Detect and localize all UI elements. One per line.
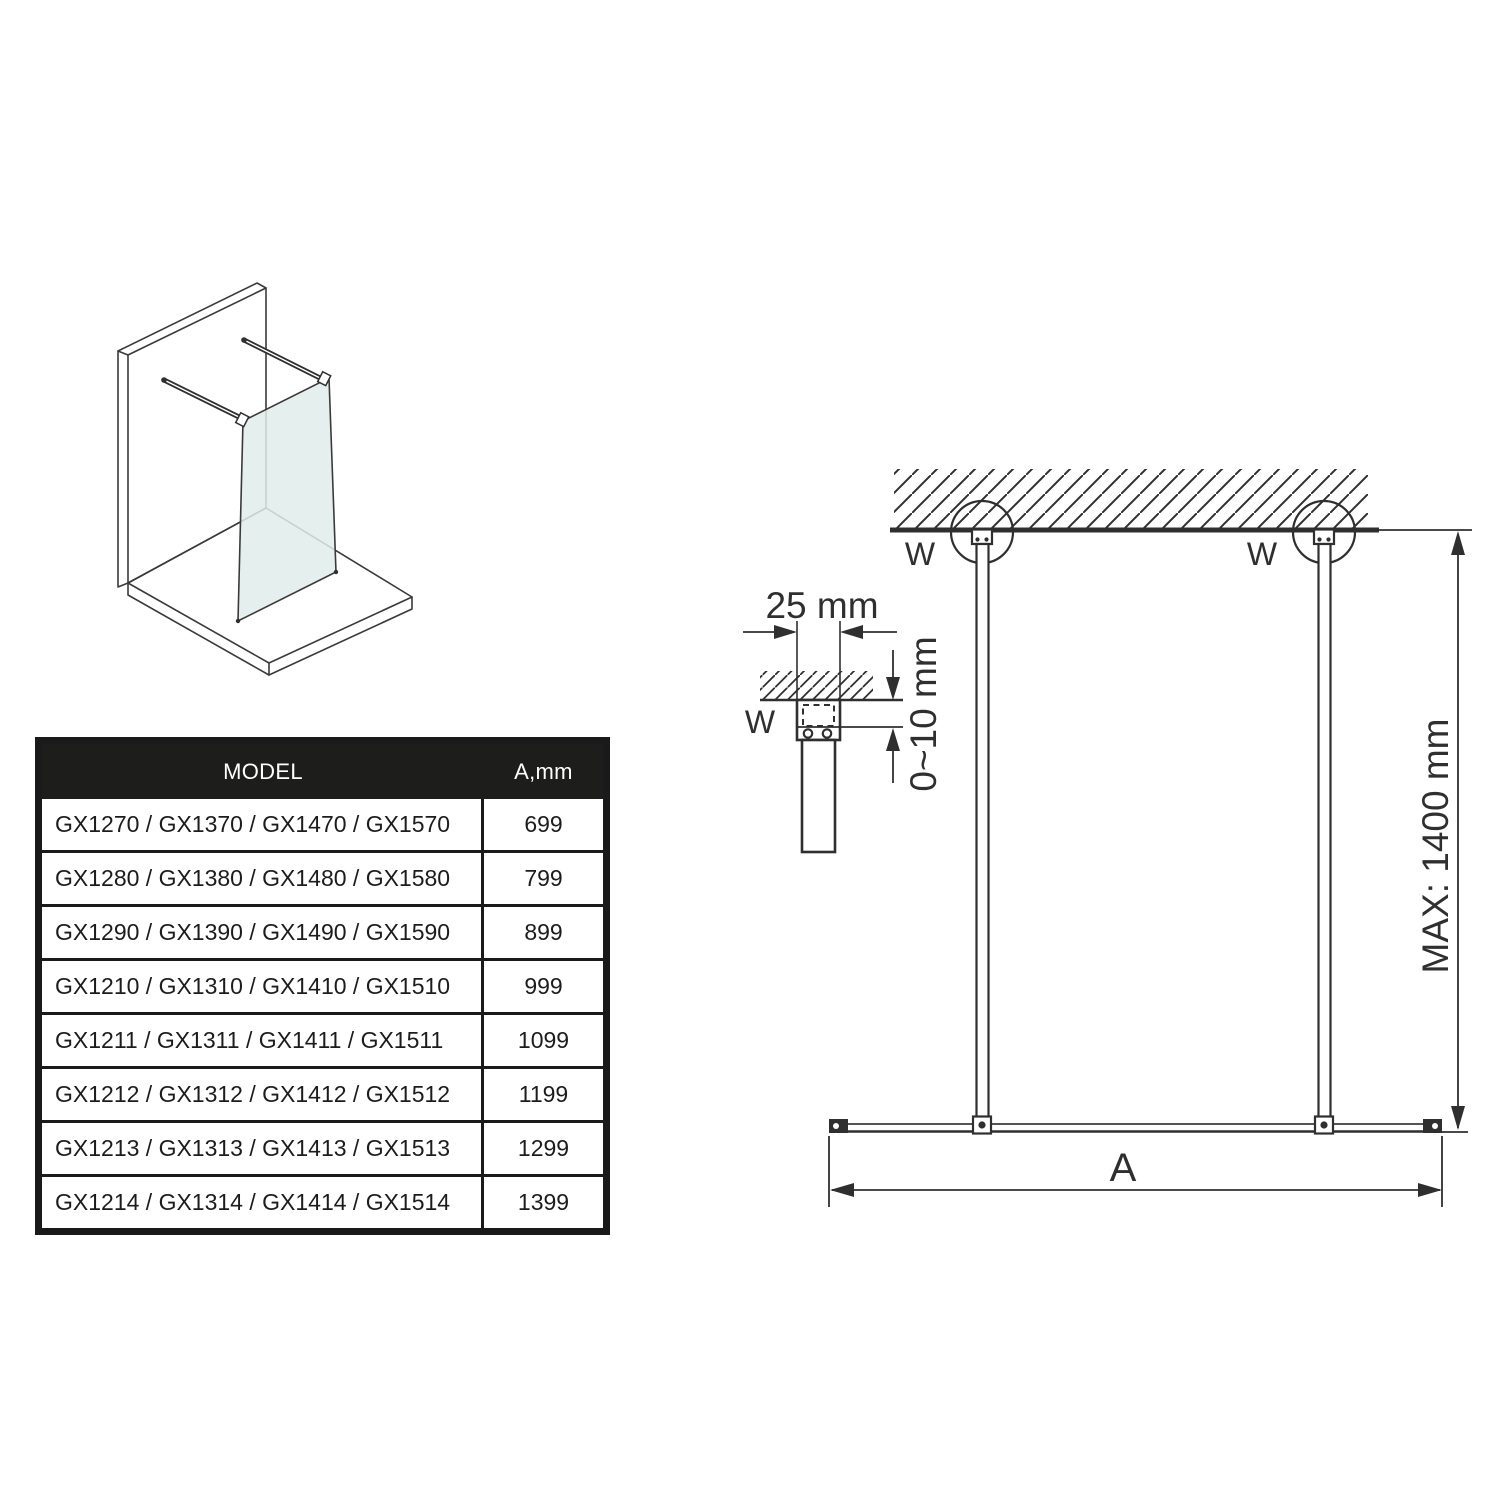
screw-dot bbox=[984, 537, 988, 541]
connector-dot bbox=[978, 1121, 985, 1128]
table-row bbox=[42, 850, 603, 904]
table-row bbox=[42, 1120, 603, 1174]
wall-bracket bbox=[1314, 530, 1334, 545]
glass-panel-plan-view bbox=[829, 1117, 1468, 1134]
model-cell: GX1213 / GX1313 / GX1413 / GX1513 bbox=[55, 1135, 451, 1161]
bracket-width-label: 25 mm bbox=[765, 585, 879, 626]
a-mm-cell: 899 bbox=[524, 919, 563, 945]
wall-hatching bbox=[894, 469, 1368, 529]
table-row bbox=[42, 799, 603, 850]
screw-hole bbox=[823, 729, 831, 737]
arrowhead-right bbox=[774, 625, 797, 639]
support-bar bbox=[977, 544, 989, 1117]
connector-dot bbox=[1320, 1121, 1327, 1128]
wall-fixing-label-right: W bbox=[1246, 536, 1278, 572]
screw-dot bbox=[1317, 537, 1321, 541]
support-bar-detail bbox=[802, 740, 835, 852]
a-mm-cell: 1399 bbox=[517, 1189, 570, 1215]
floor-mount-dot bbox=[236, 619, 240, 623]
wall-anchor-dot bbox=[241, 337, 247, 343]
arrowhead-down bbox=[1451, 1106, 1465, 1130]
a-mm-cell: 699 bbox=[524, 811, 563, 837]
table-header-row bbox=[42, 744, 603, 799]
arrowhead-up bbox=[1451, 531, 1465, 555]
wall-anchor-dot bbox=[161, 377, 167, 383]
model-cell: GX1211 / GX1311 / GX1411 / GX1511 bbox=[55, 1027, 444, 1053]
isometric-drawing bbox=[80, 260, 500, 680]
model-cell: GX1270 / GX1370 / GX1470 / GX1570 bbox=[55, 811, 451, 837]
adjustment-range-label: 0~10 mm bbox=[903, 636, 944, 792]
a-mm-cell: 1299 bbox=[517, 1135, 570, 1161]
wall-hatching-detail bbox=[760, 671, 873, 700]
clamp-hole bbox=[833, 1123, 839, 1129]
clamp-hole bbox=[1432, 1123, 1438, 1129]
glass-panel bbox=[238, 378, 336, 621]
model-cell: GX1214 / GX1314 / GX1414 / GX1514 bbox=[55, 1189, 451, 1215]
a-mm-cell: 1099 bbox=[517, 1027, 570, 1053]
bracket-detail-view bbox=[743, 585, 944, 852]
model-cell: GX1290 / GX1390 / GX1490 / GX1590 bbox=[55, 919, 451, 945]
right-support-bar-assembly bbox=[1314, 530, 1334, 1118]
table-row bbox=[42, 1066, 603, 1120]
table-row bbox=[42, 904, 603, 958]
screw-dot bbox=[975, 537, 979, 541]
dimension-diagram bbox=[700, 430, 1500, 1240]
column-header-a-mm: A,mm bbox=[514, 758, 573, 784]
model-cell: GX1210 / GX1310 / GX1410 / GX1510 bbox=[55, 973, 451, 999]
wall-fixing-label-left: W bbox=[904, 536, 936, 572]
wall-fixing-label-detail: W bbox=[744, 704, 776, 740]
arrowhead-up bbox=[886, 728, 900, 751]
table-row bbox=[42, 1012, 603, 1066]
model-cell: GX1212 / GX1312 / GX1412 / GX1512 bbox=[55, 1081, 451, 1107]
a-mm-cell: 999 bbox=[524, 973, 563, 999]
a-mm-cell: 1199 bbox=[518, 1081, 569, 1107]
screw-hole bbox=[804, 729, 812, 737]
floor-mount-dot bbox=[334, 570, 338, 574]
screw-dot bbox=[1326, 537, 1330, 541]
wall-bracket bbox=[972, 530, 992, 545]
table-row bbox=[42, 1174, 603, 1228]
model-table bbox=[35, 737, 610, 1235]
width-dimension bbox=[829, 1136, 1442, 1207]
support-bar bbox=[1319, 544, 1331, 1117]
column-header-model: MODEL bbox=[223, 758, 303, 784]
max-height-label: MAX: 1400 mm bbox=[1415, 718, 1456, 974]
arrowhead-right bbox=[1418, 1183, 1442, 1197]
a-mm-cell: 799 bbox=[524, 865, 563, 891]
width-dimension-label: A bbox=[1109, 1146, 1137, 1190]
table-row bbox=[42, 958, 603, 1012]
max-height-dimension bbox=[1415, 531, 1465, 1130]
arrowhead-left bbox=[830, 1183, 854, 1197]
arrowhead-left bbox=[840, 625, 863, 639]
model-cell: GX1280 / GX1380 / GX1480 / GX1580 bbox=[55, 865, 451, 891]
arrowhead-down bbox=[886, 677, 900, 700]
left-support-bar-assembly bbox=[972, 530, 992, 1118]
